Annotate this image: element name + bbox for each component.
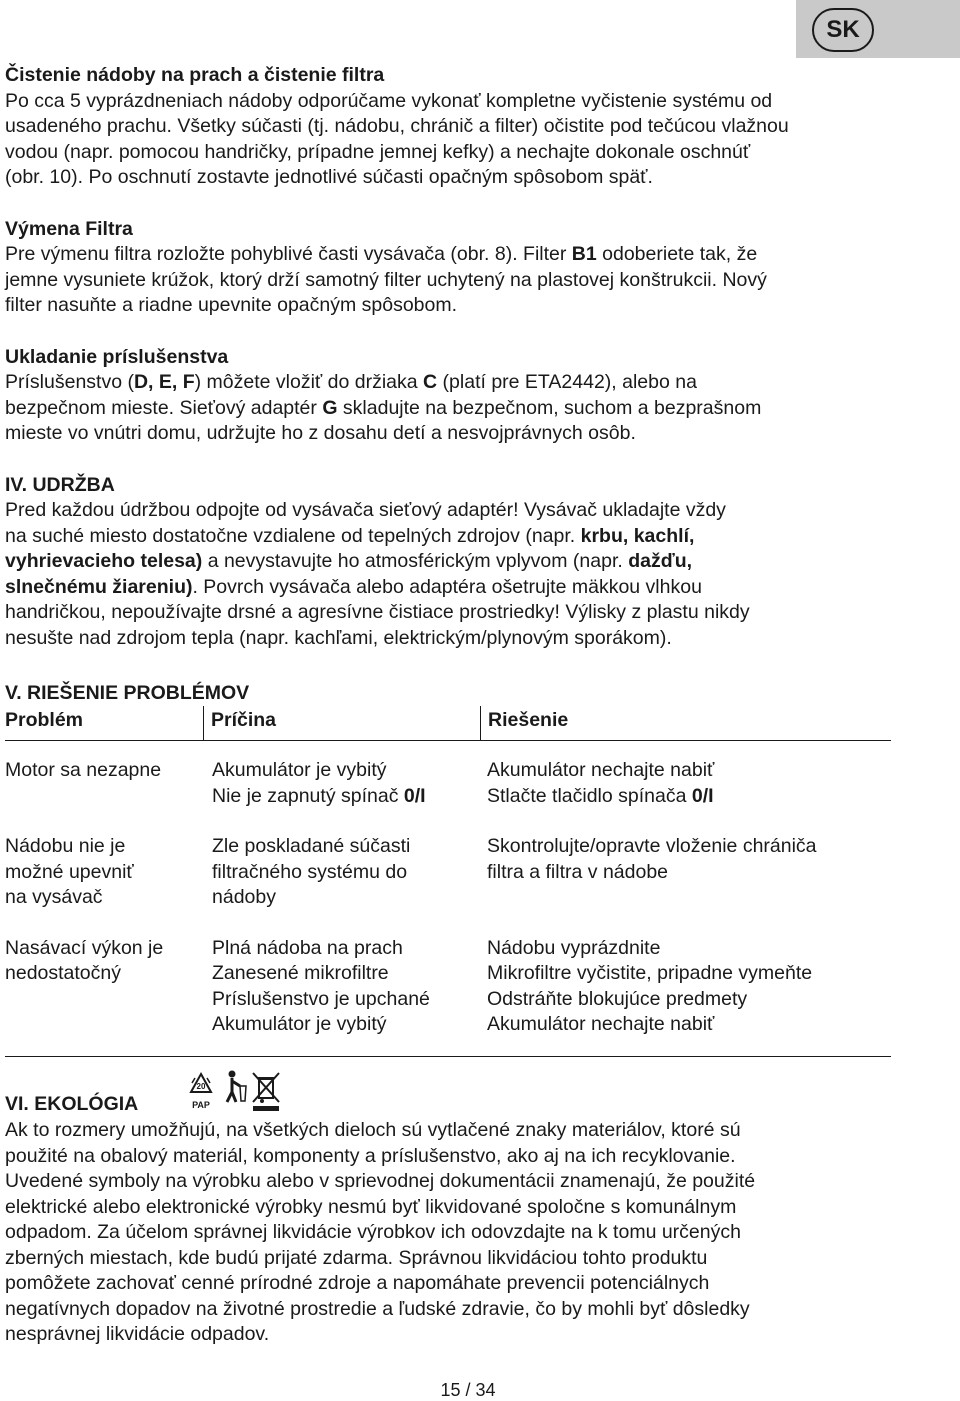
table-body: [5, 741, 891, 1057]
ecology-line: nesprávnej likvidácie odpadov.: [5, 1323, 270, 1345]
table-row: [5, 834, 891, 911]
filter-line: filter nasuňte a riadne upevnite opačným spôsobom.: [5, 294, 458, 316]
ecology-line: použité na obalový materiál, komponenty a príslušenstvo, ako aj na ich recyklovanie.: [5, 1144, 736, 1167]
tidyman-icon: [227, 1071, 246, 1103]
table-row: [5, 936, 891, 1038]
filter-section: [5, 217, 885, 319]
troubleshooting-table: [5, 706, 891, 1057]
recycle-number: 20: [196, 1082, 206, 1091]
crossed-bin-icon: [253, 1073, 279, 1111]
header-cause: Príčina: [203, 706, 480, 740]
cell-solution: Skontrolujte/opravte vloženie chrániča filtra a filtra v nádobe: [487, 835, 817, 883]
cleaning-section: [5, 63, 885, 191]
maintenance-line: vyhrievacieho telesa) a nevystavujte ho atmosférickým vplyvom (napr. dažďu,: [5, 550, 693, 572]
maintenance-line: nesušte nad zdrojom tepla (napr. kachľami, elektrickým/plynovým sporákom).: [5, 626, 672, 649]
storage-line: Príslušenstvo (D, E, F) môžete vložiť do držiaka C (platí pre ETA2442), alebo na: [5, 371, 697, 393]
cleaning-line: usadeného prachu. Všetky súčasti (tj. nádobu, chránič a filter) očistite pod tečúcou vlažnou: [5, 115, 789, 137]
ecology-line: zberných miestach, kde budú prijaté zdarma. Správnou likvidáciou tohto produktu: [5, 1246, 708, 1269]
maintenance-line: na suché miesto dostatočne vzdialene od tepelných zdrojov (napr. krbu, kachlí,: [5, 524, 695, 547]
ecology-text: [5, 1118, 885, 1348]
storage-title: Ukladanie príslušenstva: [5, 345, 229, 368]
table-row: [5, 758, 891, 809]
maintenance-line: Pred každou údržbou odpojte od vysávača sieťový adaptér! Vysávač ukladajte vždy: [5, 499, 726, 521]
cleaning-line: vodou (napr. pomocou handričky, prípadne jemnej kefky) a nechajte dokonale oschnúť: [5, 140, 751, 163]
ecology-line: pomôžete zachovať cenné prírodné zdroje a napomáhate prevencii potenciálnych: [5, 1272, 710, 1294]
cell-solution: Nádobu vyprázdnite Mikrofiltre vyčistite, pripadne vymeňte Odstráňte blokujúce predmety Akumulátor nechajte nabiť: [487, 936, 813, 1035]
ecology-line: odpadom. Za účelom správnej likvidácie výrobkov ich odovzdajte na k tomu určených: [5, 1221, 741, 1243]
page-number: 15 / 34: [440, 1380, 496, 1400]
ecology-title: VI. EKOLÓGIA: [5, 1093, 139, 1115]
table-header: [5, 706, 891, 741]
cleaning-title: Čistenie nádoby na prach a čistenie filtra: [5, 64, 385, 86]
cell-solution: Akumulátor nechajte nabiť Stlačte tlačidlo spínača 0/I: [487, 759, 715, 807]
storage-section: [5, 345, 885, 447]
cell-problem: Motor sa nezapne: [5, 759, 162, 781]
cell-problem: Nasávací výkon je nedostatočný: [5, 936, 164, 984]
cell-problem: Nádobu nie je možné upevniť na vysávač: [5, 835, 134, 908]
recycle-label: PAP: [192, 1100, 210, 1110]
cleaning-line: (obr. 10). Po oschnutí zostavte jednotlivé súčasti opačným spôsobom späť.: [5, 166, 653, 188]
storage-line: bezpečnom mieste. Sieťový adaptér G skladujte na bezpečnom, suchom a bezprašnom: [5, 396, 762, 419]
troubleshooting-title: V. RIEŠENIE PROBLÉMOV: [5, 682, 250, 704]
cell-cause: Plná nádoba na prach Zanesené mikrofiltre Príslušenstvo je upchané Akumulátor je vybitý: [212, 936, 430, 1035]
filter-line: Pre výmenu filtra rozložte pohyblivé časti vysávača (obr. 8). Filter B1 odoberiete tak, že: [5, 243, 758, 265]
ecology-line: Uvedené symboly na výrobku alebo v sprievodnej dokumentácii znamenajú, že použité: [5, 1170, 756, 1192]
ecology-line: elektrické alebo elektronické výrobky nesmú byť likvidované spoločne s komunálnym: [5, 1195, 737, 1218]
filter-title: Výmena Filtra: [5, 217, 133, 240]
maintenance-line: handričkou, nepoužívajte drsné a agresívne čistiace prostriedky! Výlisky z plastu nikdy: [5, 601, 750, 623]
ecology-line: negatívnych dopadov na životné prostredie a ľudské zdravie, čo by mohli byť dôsledky: [5, 1297, 750, 1320]
storage-line: mieste vo vnútri domu, udržujte ho z dosahu detí a nesvojprávnych osôb.: [5, 422, 636, 444]
language-badge: SK: [812, 8, 874, 52]
ecology-symbols: [179, 1068, 289, 1118]
ecology-icons: [179, 1068, 289, 1118]
recycle-pap-icon: [191, 1074, 211, 1110]
maintenance-line: slnečnému žiareniu). Povrch vysávača alebo adaptéra ošetrujte mäkkou vlhkou: [5, 575, 702, 598]
maintenance-section: [5, 473, 885, 652]
ecology-line: Ak to rozmery umožňujú, na všetkých dieloch sú vytlačené znaky materiálov, ktoré sú: [5, 1119, 741, 1141]
main-content: [5, 63, 885, 651]
header-solution: Riešenie: [480, 706, 891, 740]
maintenance-title: IV. UDRŽBA: [5, 473, 115, 496]
cell-cause: Zle poskladané súčasti filtračného systému do nádoby: [212, 835, 411, 908]
header-problem: Problém: [5, 709, 84, 731]
cell-cause: Akumulátor je vybitý Nie je zapnutý spínač 0/I: [212, 759, 426, 807]
filter-line: jemne vysuniete krúžok, ktorý drží samotný filter uchytený na plastovej konštrukcii. Nový: [5, 268, 767, 291]
cleaning-line: Po cca 5 vyprázdneniach nádoby odporúčame vykonať kompletne vyčistenie systému od: [5, 89, 773, 112]
